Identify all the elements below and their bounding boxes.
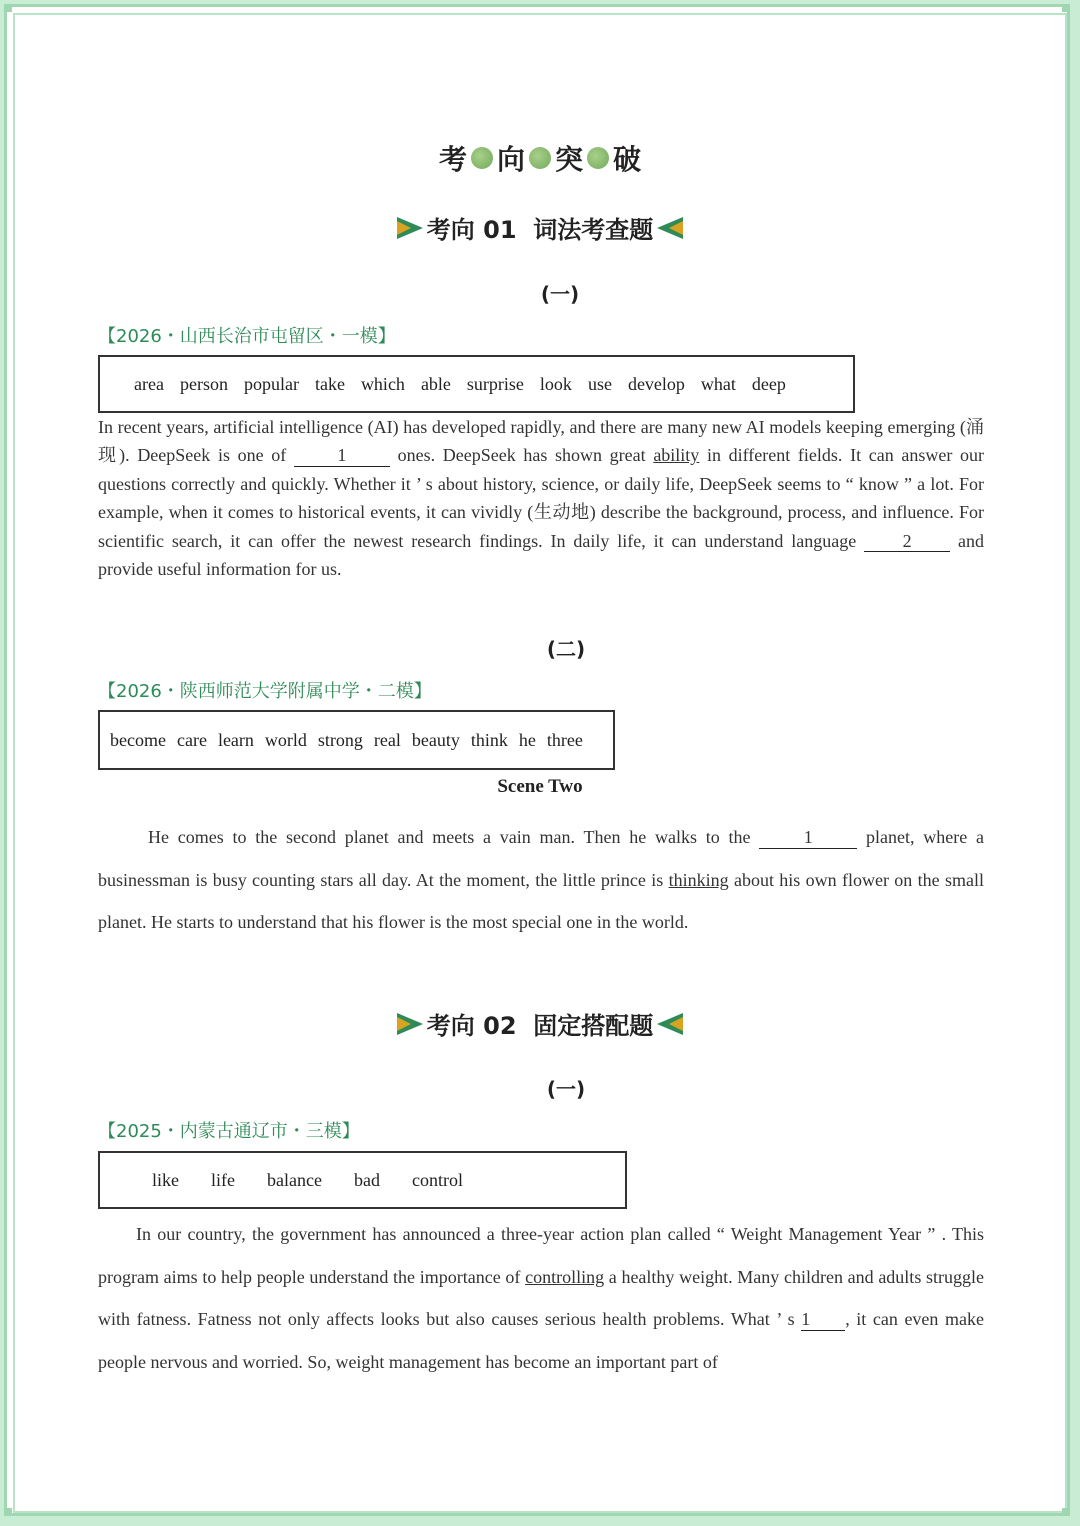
word-bank-item: like bbox=[152, 1169, 179, 1190]
word-bank-item: real bbox=[373, 729, 401, 750]
section-heading-text: 考向 01 词法考查题 bbox=[426, 216, 654, 244]
arrow-right-icon bbox=[397, 1013, 423, 1035]
passage-paragraph bbox=[98, 413, 984, 583]
title-char: 破 bbox=[613, 143, 642, 176]
passage-text: In recent years, artificial intelligence (AI) has developed rapidly, and there are many new AI models keeping emerging (涌现). DeepSeek is one of bbox=[98, 417, 984, 466]
passage-text: In our country, the government has announced a three-year action plan called “ Weight Management Year ” . This program aims to help people understand the importance of bbox=[98, 1224, 984, 1287]
answer-blank[interactable]: 1 bbox=[759, 828, 857, 849]
word-bank-item: surprise bbox=[466, 373, 524, 394]
passage-text: a healthy weight. Many children and adults struggle with fatness. Fatness not only affects looks but also causes serious health problems. What ’ s bbox=[98, 1266, 984, 1329]
title-char: 突 bbox=[555, 143, 584, 176]
section-heading-text: 考向 02 固定搭配题 bbox=[426, 1012, 654, 1040]
title-dot-icon bbox=[471, 147, 493, 169]
underlined-word: controlling bbox=[525, 1266, 605, 1287]
passage-text: He comes to the second planet and meets a vain man. Then he walks to the bbox=[148, 827, 760, 847]
question-source: 【2026・陕西师范大学附属中学・二模】 bbox=[98, 681, 432, 702]
word-bank-item: person bbox=[179, 373, 228, 394]
word-bank-item: three bbox=[546, 729, 583, 750]
word-bank-item: care bbox=[176, 729, 207, 750]
passage-text: and provide useful information for us. bbox=[98, 530, 984, 580]
word-bank-item: deep bbox=[751, 373, 786, 394]
arrow-left-icon bbox=[657, 217, 683, 239]
arrow-left-icon bbox=[657, 1013, 683, 1035]
word-bank-item: which bbox=[360, 373, 405, 394]
answer-blank[interactable]: 1 bbox=[801, 1310, 845, 1331]
question-source: 【2026・山西长治市屯留区・一模】 bbox=[98, 326, 396, 347]
title-char: 考 bbox=[438, 143, 467, 176]
arrow-right-icon bbox=[397, 217, 423, 239]
passage-text: planet, where a businessman is busy counting stars all day. At the moment, the little prince is bbox=[98, 827, 984, 890]
word-bank-box bbox=[98, 710, 615, 770]
part-label: (二) bbox=[546, 637, 586, 661]
word-bank-item: beauty bbox=[411, 729, 460, 750]
word-bank-item: area bbox=[134, 373, 164, 394]
word-bank-box bbox=[98, 355, 855, 413]
word-bank-item: take bbox=[314, 373, 345, 394]
passage-text: ones. DeepSeek has shown great bbox=[389, 445, 654, 466]
underlined-word: thinking bbox=[668, 869, 729, 890]
passage-paragraph bbox=[98, 816, 984, 944]
word-bank-item: learn bbox=[217, 729, 254, 750]
word-bank-item: able bbox=[420, 373, 451, 394]
underlined-word: ability bbox=[653, 445, 700, 466]
section-heading bbox=[0, 1006, 1080, 1041]
word-bank-item: balance bbox=[267, 1169, 322, 1190]
answer-blank[interactable]: 2 bbox=[864, 532, 950, 553]
passage-text: about his own flower on the small planet. He starts to understand that his flower is the most special one in the world. bbox=[98, 869, 984, 932]
part-label: (一) bbox=[546, 1077, 586, 1101]
word-bank-item: think bbox=[470, 729, 508, 750]
word-bank-item: look bbox=[539, 373, 572, 394]
passage-paragraph bbox=[98, 1213, 984, 1383]
passage-text: in different fields. It can answer our questions correctly and quickly. Whether it ’ s about history, science, or daily life, DeepSeek seems to “ know ” a lot. For example, when it comes to historical events, it can vividly (生动地) describe the background, process, and influence. For scientific search, it can offer the newest research findings. In daily life, it can understand language bbox=[98, 445, 985, 551]
word-bank-item: develop bbox=[627, 373, 685, 394]
answer-blank[interactable]: 1 bbox=[294, 446, 390, 467]
word-bank-box bbox=[98, 1151, 627, 1209]
word-bank-item: strong bbox=[317, 729, 363, 750]
question-source: 【2025・内蒙古通辽市・三模】 bbox=[98, 1121, 360, 1142]
title-dot-icon bbox=[529, 147, 551, 169]
scene-title: Scene Two bbox=[497, 776, 583, 797]
section-heading bbox=[0, 210, 1080, 245]
word-bank-item: become bbox=[110, 729, 166, 750]
title-dot-icon bbox=[587, 147, 609, 169]
word-bank-item: life bbox=[211, 1169, 235, 1190]
word-bank-item: what bbox=[700, 373, 736, 394]
word-bank-item: he bbox=[518, 729, 536, 750]
word-bank-item: popular bbox=[243, 373, 299, 394]
word-bank-item: bad bbox=[353, 1169, 380, 1190]
word-bank-item: world bbox=[264, 729, 307, 750]
part-label: (一) bbox=[540, 282, 580, 306]
page-title bbox=[0, 138, 1080, 178]
title-char: 向 bbox=[496, 143, 525, 176]
word-bank-item: use bbox=[587, 373, 612, 394]
passage-text: , it can even make people nervous and worried. So, weight management has become an important part of bbox=[98, 1309, 984, 1372]
word-bank-item: control bbox=[411, 1169, 463, 1190]
